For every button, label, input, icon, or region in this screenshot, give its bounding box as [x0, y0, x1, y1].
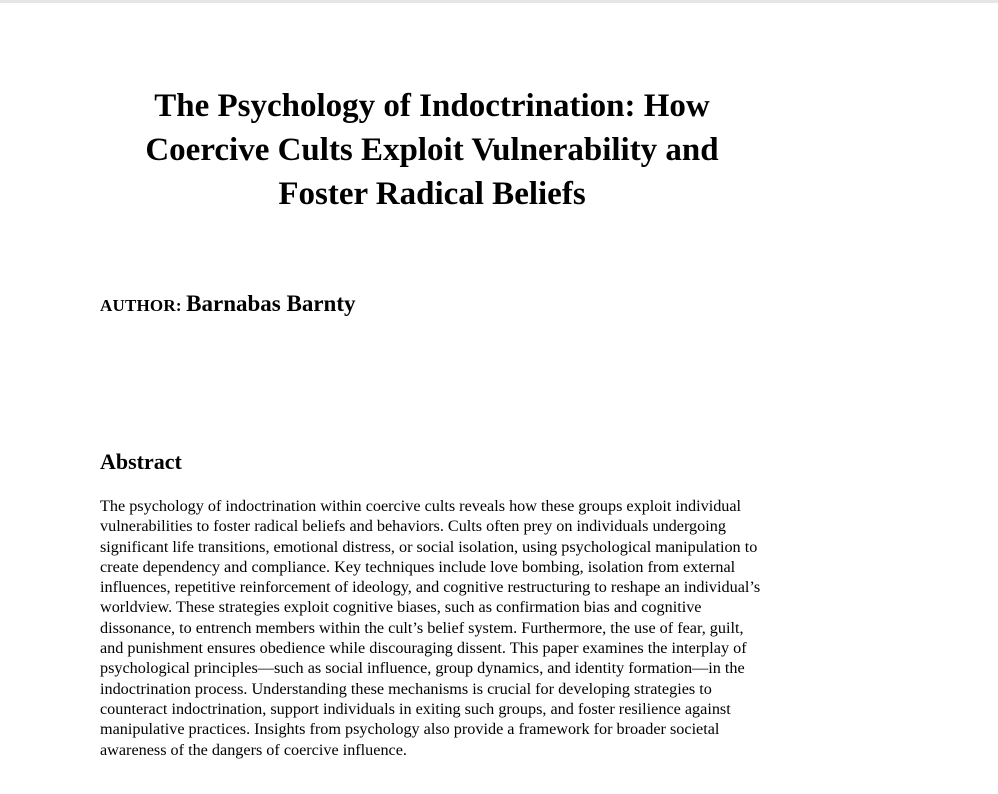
page-top-border	[0, 0, 998, 3]
author-label: AUTHOR:	[100, 296, 187, 315]
abstract-heading: Abstract	[100, 449, 182, 474]
author-name: Barnabas Barnty	[186, 291, 356, 316]
abstract-body: The psychology of indoctrination within coercive cults reveals how these groups exploit individual vulnerabilities to foster radical beliefs and behaviors. Cults often prey on individuals undergoing significant life transitions, emotional distress, or social isolation, using psychological manipulation to create dependency and compliance. Key techniques include love bombing, isolation from external influences, repetitive reinforcement of ideology, and cognitive restructuring to reshape an individual’s worldview. These strategies exploit cognitive biases, such as confirmation bias and cognitive dissonance, to entrench members within the cult’s belief system. Furthermore, the use of fear, guilt, and punishment ensures obedience while discouraging dissent. This paper examines the interplay of psychological principles—such as social influence, group dynamics, and identity formation—in the indoctrination process. Understanding these mechanisms is crucial for developing strategies to counteract indoctrination, support individuals in exiting such groups, and foster resilience against manipulative practices. Insights from psychology also provide a framework for broader societal awareness of the dangers of coercive influence.	[100, 497, 761, 759]
paper-title: The Psychology of Indoctrination: How Coercive Cults Exploit Vulnerability and Foster Radical Beliefs	[145, 88, 719, 212]
author-line	[100, 291, 355, 317]
